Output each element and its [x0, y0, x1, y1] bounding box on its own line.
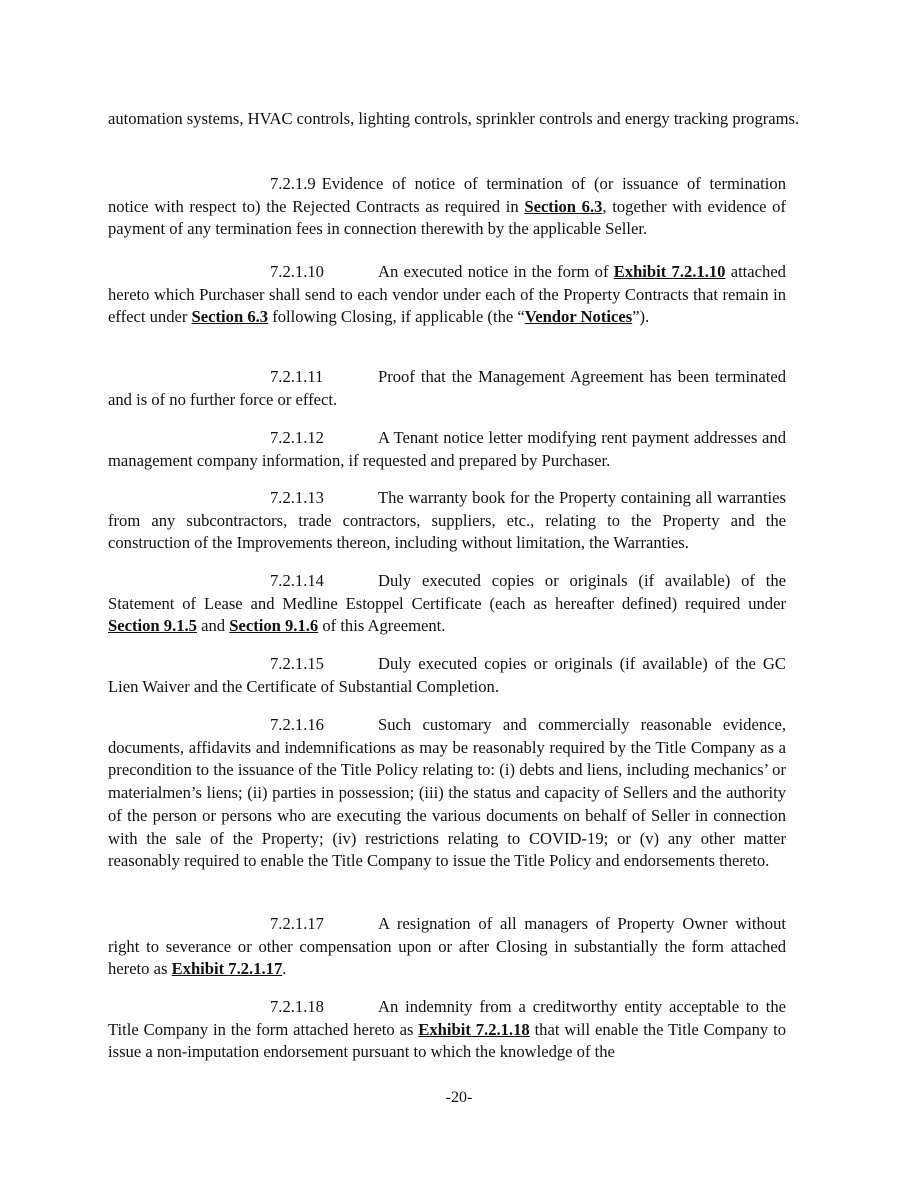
section-number: 7.2.1.17: [270, 914, 324, 933]
paragraph-text: Duly executed copies or originals (if available) of the GC Lien Waiver and the Certificate of Substantial Completion.: [108, 654, 786, 696]
section-reference: Section 6.3: [191, 307, 269, 327]
section-reference: Section 9.1.5: [108, 616, 197, 636]
paragraph-7-2-1-10: [108, 261, 786, 329]
page-number: -20-: [445, 1089, 473, 1106]
paragraph-text: attached hereto which Purchaser shall send to each vendor under each of the Property Contracts that remain in effect under: [108, 262, 786, 327]
paragraph-text: Evidence of notice of termination of (or issuance of termination notice with respect to) the Rejected Contracts as required in: [108, 174, 786, 216]
paragraph-text: Duly executed copies or originals (if available) of the Statement of Lease and Medline Estoppel Certificate (each as hereafter defined) required under: [108, 571, 786, 613]
paragraph-7-2-1-15: [108, 653, 786, 698]
paragraph-text: following Closing, if applicable (the “: [268, 307, 525, 327]
section-number: 7.2.1.15: [270, 654, 324, 673]
paragraph-text: An indemnity from a creditworthy entity acceptable to the Title Company in the form attached hereto as: [108, 997, 786, 1039]
paragraph-text: A Tenant notice letter modifying rent payment addresses and management company information, if requested and prepared by Purchaser.: [108, 428, 786, 470]
defined-term: Vendor Notices: [524, 307, 633, 327]
paragraph-7-2-1-9: [108, 173, 786, 241]
paragraph-7-2-1-13: [108, 487, 786, 555]
section-number: 7.2.1.10: [270, 262, 324, 281]
paragraph-text: The warranty book for the Property containing all warranties from any subcontractors, trade contractors, suppliers, etc., relating to the Property and the construction of the Improvements thereon, including without limitation, the Warranties.: [108, 488, 786, 553]
section-reference: Section 9.1.6: [229, 616, 319, 636]
paragraph-7-2-1-12: [108, 427, 786, 472]
paragraph-text: ”).: [632, 307, 650, 327]
paragraph-text: Proof that the Management Agreement has been terminated and is of no further force or effect.: [108, 367, 786, 409]
paragraph-text: .: [282, 959, 287, 979]
paragraph-continuation: [108, 108, 804, 131]
paragraph-7-2-1-18: [108, 996, 786, 1064]
paragraph-7-2-1-16: [108, 714, 786, 873]
section-number: 7.2.1.14: [270, 571, 324, 590]
exhibit-reference: Exhibit 7.2.1.18: [418, 1019, 530, 1039]
paragraph-text: Such customary and commercially reasonable evidence, documents, affidavits and indemnifications as may be reasonably required by the Title Company as a precondition to the issuance of the Title Policy relating to: (i) debts and liens, including mechanics’ or materialmen’s liens; (ii) parties in possession; (iii) the status and capacity of Sellers and the authority of the person or persons who are executing the various documents on behalf of Seller in connection with the sale of the Property; (iv) restrictions relating to COVID-19; or (v) any other matter reasonably required to enable the Title Company to issue the Title Policy and endorsements thereto.: [108, 715, 786, 871]
paragraph-text: A resignation of all managers of Property Owner without right to severance or other compensation upon or after Closing in substantially the form attached hereto as: [108, 914, 786, 979]
paragraph-7-2-1-14: [108, 570, 786, 638]
paragraph-text: automation systems, HVAC controls, lighting controls, sprinkler controls and energy tracking programs.: [108, 109, 800, 128]
section-number: 7.2.1.18: [270, 997, 324, 1016]
section-number: 7.2.1.16: [270, 715, 324, 734]
paragraph-text: , together with evidence of payment of any termination fees in connection therewith by the applicable Seller.: [108, 196, 786, 239]
paragraph-text: An executed notice in the form of: [378, 262, 614, 281]
paragraph-7-2-1-11: [108, 366, 786, 411]
paragraph-text: and: [196, 616, 230, 636]
paragraph-text: of this Agreement.: [318, 616, 446, 636]
section-number: 7.2.1.13: [270, 488, 324, 507]
paragraph-text: that will enable the Title Company to issue a non-imputation endorsement pursuant to which the knowledge of the: [108, 1019, 786, 1062]
exhibit-reference: Exhibit 7.2.1.10: [613, 262, 726, 281]
section-number: 7.2.1.11: [270, 367, 324, 386]
section-number: 7.2.1.12: [270, 428, 324, 447]
section-reference: Section 6.3: [524, 196, 603, 216]
paragraph-7-2-1-17: [108, 913, 786, 981]
section-number: 7.2.1.9: [270, 174, 316, 193]
exhibit-reference: Exhibit 7.2.1.17: [171, 959, 283, 979]
